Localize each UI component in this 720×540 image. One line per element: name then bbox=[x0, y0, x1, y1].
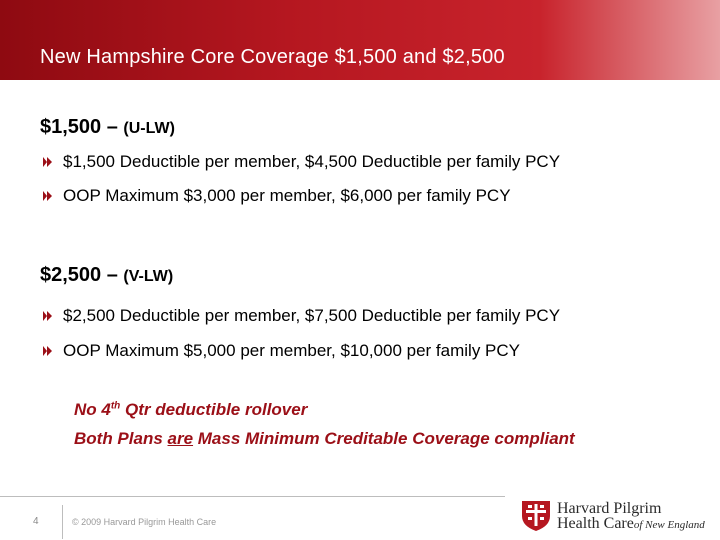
triangle-bullet-icon bbox=[42, 190, 53, 202]
slide-header bbox=[0, 0, 720, 80]
logo-line2-text: Health Care bbox=[557, 515, 634, 532]
shield-icon bbox=[519, 498, 553, 532]
plan2-bullet-1 bbox=[40, 306, 560, 326]
plan2-amount: $2,500 – bbox=[40, 264, 124, 286]
plan1-amount: $1,500 – bbox=[40, 116, 124, 138]
triangle-bullet-icon bbox=[42, 310, 53, 322]
plan1-bullet-1-text: $1,500 Deductible per member, $4,500 Deductible per family PCY bbox=[63, 152, 561, 171]
note-compliance bbox=[74, 429, 575, 449]
plan2-code: (V-LW) bbox=[123, 268, 174, 285]
triangle-bullet-icon bbox=[42, 345, 53, 357]
logo-line2 bbox=[557, 515, 705, 533]
plan2-heading bbox=[40, 264, 173, 287]
footer-separator bbox=[62, 505, 63, 539]
page-number: 4 bbox=[33, 516, 39, 527]
plan2-bullet-2-text: OOP Maximum $5,000 per member, $10,000 per family PCY bbox=[63, 341, 520, 360]
copyright-text: © 2009 Harvard Pilgrim Health Care bbox=[72, 517, 217, 527]
logo-line1: Harvard Pilgrim bbox=[557, 500, 662, 517]
note-rollover-sup: th bbox=[110, 400, 121, 412]
plan1-bullet-2 bbox=[40, 186, 511, 206]
plan1-heading bbox=[40, 116, 175, 139]
footer-divider bbox=[0, 496, 505, 497]
plan2-bullet-2 bbox=[40, 341, 520, 361]
harvard-pilgrim-logo bbox=[519, 498, 714, 534]
note-compliance-pre: Both Plans bbox=[74, 429, 168, 448]
slide-title: New Hampshire Core Coverage $1,500 and $2,500 bbox=[40, 46, 505, 68]
plan1-code: (U-LW) bbox=[123, 120, 175, 137]
triangle-bullet-icon bbox=[42, 156, 53, 168]
note-compliance-post: Mass Minimum Creditable Coverage compliant bbox=[193, 429, 575, 448]
note-rollover-pre: No 4 bbox=[74, 400, 111, 419]
note-rollover-post: Qtr deductible rollover bbox=[120, 400, 308, 419]
plan1-bullet-1 bbox=[40, 152, 560, 172]
note-rollover bbox=[74, 400, 307, 420]
logo-line3: of New England bbox=[633, 519, 705, 531]
note-compliance-underlined: are bbox=[167, 429, 194, 448]
plan1-bullet-2-text: OOP Maximum $3,000 per member, $6,000 per family PCY bbox=[63, 186, 511, 205]
plan2-bullet-1-text: $2,500 Deductible per member, $7,500 Deductible per family PCY bbox=[63, 306, 561, 325]
